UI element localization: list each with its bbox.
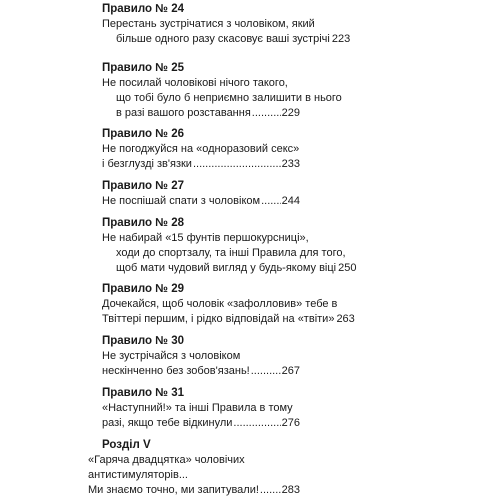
rule-text-line: Не погоджуйся на «одноразовий секс» bbox=[102, 143, 300, 155]
page-number: 244 bbox=[281, 195, 300, 207]
rule-text-line: ходи до спортзалу, та інші Правила для того, bbox=[116, 247, 346, 259]
dot-leader bbox=[251, 364, 281, 379]
rule-text-line: Не зустрічайся з чоловіком bbox=[102, 350, 241, 362]
rule-text-line: «Наступний!» та інші Правила в тому bbox=[102, 402, 293, 414]
page-number: 223 bbox=[331, 33, 351, 45]
section-text-line: антистимуляторів... bbox=[88, 469, 188, 481]
rule-text-line: Перестань зустрічатися з чоловіком, який bbox=[102, 18, 315, 30]
toc-entry-rule-31 bbox=[102, 386, 300, 431]
toc-entry-rule-26 bbox=[102, 127, 300, 172]
rule-heading: Правило № 24 bbox=[102, 3, 185, 15]
rule-text-line-with-page bbox=[102, 312, 355, 327]
rule-heading: Правило № 31 bbox=[102, 387, 185, 399]
rule-text: нескінченно без зобов'язань! bbox=[102, 365, 250, 377]
rule-text: більше одного разу скасовує ваші зустрічі bbox=[116, 33, 330, 45]
section-text: Ми знаємо точно, ми запитували! bbox=[88, 484, 259, 496]
rule-heading: Правило № 28 bbox=[102, 217, 185, 229]
section-text-line-with-page bbox=[88, 483, 300, 498]
toc-entry-rule-27 bbox=[102, 179, 300, 209]
rule-text-line-with-page bbox=[102, 416, 300, 431]
page-number: 276 bbox=[281, 417, 300, 429]
dot-leader bbox=[260, 483, 281, 498]
page-number: 250 bbox=[338, 262, 357, 274]
section-text-line: «Гаряча двадцятка» чоловічих bbox=[88, 454, 245, 466]
rule-heading: Правило № 30 bbox=[102, 335, 185, 347]
toc-entry-rule-28 bbox=[102, 216, 357, 276]
dot-leader bbox=[193, 157, 281, 172]
rule-text-line: Не посилай чоловікові нічого такого, bbox=[102, 77, 288, 89]
rule-text-line-with-page bbox=[102, 106, 300, 121]
toc-entry-section-5 bbox=[88, 438, 300, 498]
page-number: 263 bbox=[336, 313, 355, 325]
dot-leader bbox=[233, 416, 280, 431]
rule-text: Не поспішай спати з чоловіком bbox=[102, 195, 261, 207]
rule-text-line-with-page bbox=[102, 32, 351, 47]
toc-entry-rule-30 bbox=[102, 334, 300, 379]
page-number: 233 bbox=[281, 158, 300, 170]
page-number: 229 bbox=[281, 107, 300, 119]
rule-heading: Правило № 29 bbox=[102, 283, 185, 295]
toc-entry-rule-24 bbox=[102, 2, 351, 47]
dot-leader bbox=[261, 194, 281, 209]
page-number: 267 bbox=[281, 365, 300, 377]
dot-leader bbox=[252, 106, 281, 121]
rule-text: разі, якщо тебе відкинули bbox=[102, 417, 233, 429]
rule-text: і безглузді зв'язки bbox=[102, 158, 192, 170]
toc-entry-rule-29 bbox=[102, 282, 355, 327]
rule-text: щоб мати чудовий вигляд у будь-якому віці bbox=[116, 262, 337, 274]
page-number: 283 bbox=[281, 484, 300, 496]
rule-text-line: Не набирай «15 фунтів першокурсниці», bbox=[102, 232, 309, 244]
rule-text-line-with-page bbox=[102, 261, 357, 276]
section-heading: Розділ V bbox=[102, 439, 151, 451]
rule-text-line-with-page bbox=[102, 157, 300, 172]
rule-heading: Правило № 25 bbox=[102, 62, 185, 74]
rule-text-line: Дочекайся, щоб чоловік «зафолловив» тебе в bbox=[102, 298, 338, 310]
rule-text-line-with-page bbox=[102, 364, 300, 379]
rule-heading: Правило № 27 bbox=[102, 180, 185, 192]
rule-text: в разі вашого розставання bbox=[116, 107, 251, 119]
rule-text: Твіттері першим, і рідко відповідай на «твіти» bbox=[102, 313, 335, 325]
rule-text-line-with-page bbox=[102, 194, 300, 209]
rule-text-line: що тобі було б неприємно залишити в нього bbox=[116, 92, 342, 104]
rule-heading: Правило № 26 bbox=[102, 128, 185, 140]
toc-entry-rule-25 bbox=[102, 61, 342, 121]
